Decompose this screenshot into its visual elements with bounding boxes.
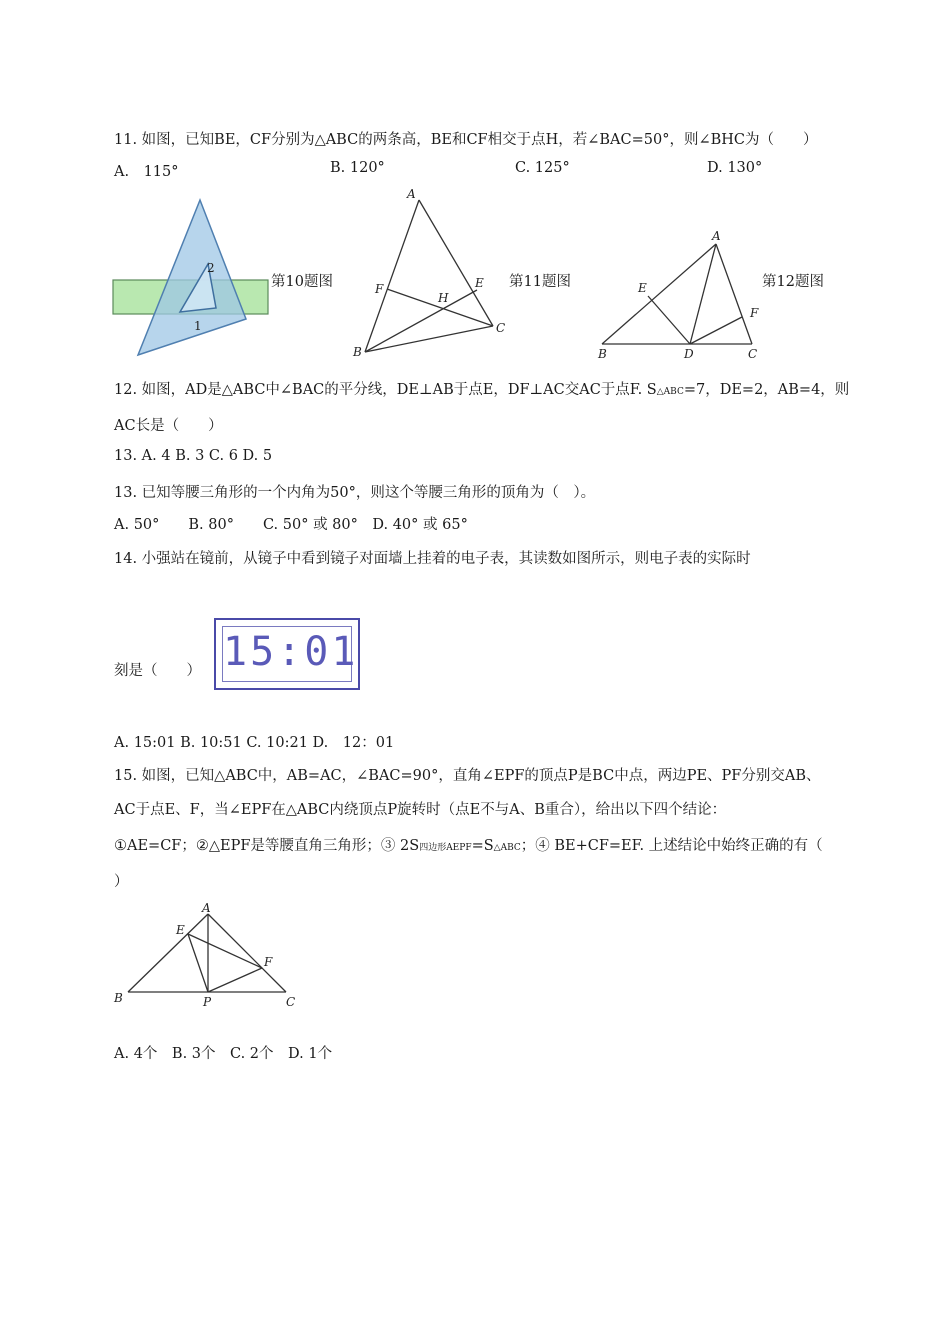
q14-stem: 14. 小强站在镜前，从镜子中看到镜子对面墙上挂着的电子表，其读数如图所示，则电子表的实际时 bbox=[114, 551, 751, 567]
clock-reading: 15:01 bbox=[223, 629, 359, 675]
figure-15-diagram bbox=[108, 898, 308, 1008]
fig12-label-b: B bbox=[598, 347, 607, 361]
fig15-label-p: P bbox=[203, 995, 212, 1008]
digital-clock-figure bbox=[214, 618, 360, 690]
fig11-label-c: C bbox=[496, 321, 506, 335]
q14-options: A. 15:01 B. 10:51 C. 10:21 D. 12：01 bbox=[114, 735, 395, 751]
q14-stem-line2: 刻是（ ） bbox=[114, 663, 201, 679]
q13-options: A. 50° B. 80° C. 50° 或 80° D. 40° 或 65° bbox=[114, 517, 468, 533]
fig11-label-a: A bbox=[407, 187, 416, 201]
fig11-label-e: E bbox=[475, 276, 484, 290]
fig12-label-e: E bbox=[638, 281, 647, 295]
fig15-label-a: A bbox=[202, 901, 211, 915]
fig11-label-b: B bbox=[353, 345, 362, 359]
q15-stem-line4: ） bbox=[114, 874, 129, 890]
figure-11-caption: 第11题图 bbox=[509, 274, 571, 290]
figure-12-diagram bbox=[594, 228, 766, 362]
fig10-label-2: 2 bbox=[207, 261, 215, 275]
q11-option-c: C. 125° bbox=[515, 160, 570, 176]
fig12-label-c: C bbox=[748, 347, 758, 361]
q12-stem-line2: AC长是（ ） bbox=[114, 418, 223, 434]
figure-12-caption: 第12题图 bbox=[762, 274, 824, 290]
fig12-label-a: A bbox=[712, 229, 721, 243]
fig11-label-h: H bbox=[438, 291, 449, 305]
q12-stem-line1: 12. 如图，AD是△ABC中∠BAC的平分线，DE⊥AB于点E，DF⊥AC交AC于点F. S△ABC=7，DE=2，AB=4，则 bbox=[114, 382, 850, 398]
q15-stem-line2: AC于点E、F，当∠EPF在△ABC内绕顶点P旋转时（点E不与A、B重合），给出以下四个结论： bbox=[114, 802, 727, 818]
q15-stem-line1: 15. 如图，已知△ABC中，AB=AC，∠BAC=90°，直角∠EPF的顶点P是BC中点，两边PE、PF分别交AB、 bbox=[114, 768, 821, 784]
figure-11-diagram bbox=[345, 186, 510, 361]
fig12-label-f: F bbox=[750, 306, 759, 320]
fig11-label-f: F bbox=[375, 282, 384, 296]
q15-options: A. 4个 B. 3个 C. 2个 D. 1个 bbox=[114, 1046, 333, 1062]
figure-10-diagram bbox=[108, 192, 273, 362]
q11-option-d: D. 130° bbox=[707, 160, 763, 176]
fig12-label-d: D bbox=[684, 347, 694, 361]
q13-stem: 13. 已知等腰三角形的一个内角为50°，则这个等腰三角形的顶角为（ ）。 bbox=[114, 485, 596, 501]
fig10-large-triangle bbox=[138, 200, 246, 355]
fig15-label-b: B bbox=[114, 991, 123, 1005]
q15-stem-line3: ①AE=CF；②△EPF是等腰直角三角形；③ 2S四边形AEPF=S△ABC；④ BE+CF=EF. 上述结论中始终正确的有（ bbox=[114, 838, 823, 854]
fig15-label-f: F bbox=[264, 955, 273, 969]
fig10-label-1: 1 bbox=[194, 319, 202, 333]
q13-answers: 13. A. 4 B. 3 C. 6 D. 5 bbox=[114, 448, 273, 464]
q11-option-a: A. 115° bbox=[114, 164, 179, 180]
q11-stem: 11. 如图，已知BE，CF分别为△ABC的两条高，BE和CF相交于点H，若∠BAC=50°，则∠BHC为（ ） bbox=[114, 132, 818, 148]
figure-10-caption: 第10题图 bbox=[271, 274, 333, 290]
q11-option-b: B. 120° bbox=[330, 160, 385, 176]
fig15-label-e: E bbox=[176, 923, 185, 937]
fig15-label-c: C bbox=[286, 995, 296, 1008]
